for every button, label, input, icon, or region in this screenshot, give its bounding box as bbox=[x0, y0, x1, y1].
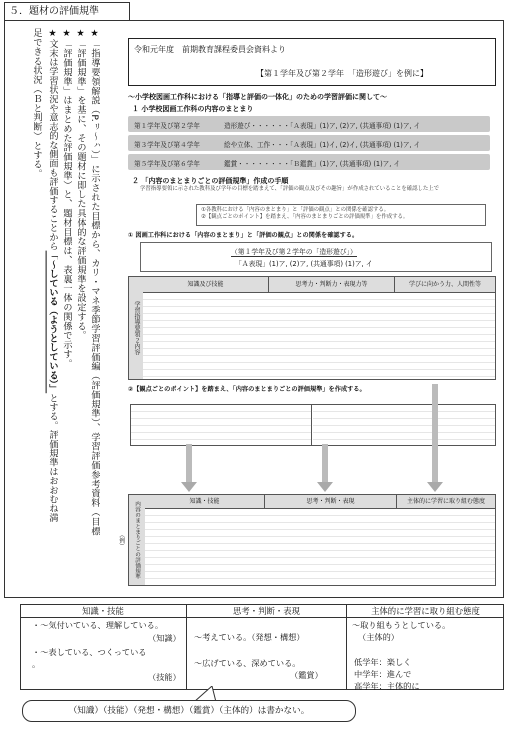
criteria-cell bbox=[265, 509, 398, 585]
grade-mid: 中学年：進んで bbox=[354, 669, 412, 679]
thinking-line: ～考えている。（発想・構想） bbox=[194, 632, 305, 642]
content-col-head: 思考力・判断力・表現力等 bbox=[269, 277, 395, 293]
left-note-4-text: ★文末は学習状況や意志的な側面も評価することから bbox=[47, 28, 58, 251]
points-cell bbox=[131, 405, 312, 445]
step-1: ①各教科における「内容のまとまり」と「評価の観点」との関係を確認する。 bbox=[201, 207, 390, 213]
grade-rows bbox=[128, 116, 496, 172]
arrow-shaft bbox=[186, 444, 192, 482]
left-note-4-tail: とする。評価規準はおおむね満 bbox=[47, 393, 58, 523]
attitude-tag: （主体的） bbox=[358, 632, 399, 642]
left-note-2: ★「評価規準」を基に、その題材に即した具体的な評価規準を設定する。 bbox=[75, 28, 86, 340]
grade-row-label: 第５学年及び第６学年 bbox=[134, 160, 200, 168]
table-header-knowledge: 知識・技能 bbox=[20, 604, 186, 618]
arrow-shaft bbox=[432, 384, 438, 482]
points-grid bbox=[130, 404, 496, 446]
example-box bbox=[140, 242, 492, 272]
down-arrow-icon bbox=[317, 482, 333, 492]
doc-header-line1: 令和元年度 前期教育課程委員会資料より bbox=[134, 45, 286, 54]
content-grid bbox=[128, 276, 496, 380]
attitude-line: ～取り組もうとしている。 bbox=[352, 620, 451, 630]
criteria-cell bbox=[397, 509, 495, 585]
left-note-4 bbox=[44, 28, 58, 588]
appreciation-line: ～広げている、深めている。 bbox=[194, 658, 301, 668]
example-sub: 「Ａ表現」(1)ア, (2)ア, (共通事項) (1)ア, イ bbox=[235, 260, 373, 268]
doc-section-3: ① 図画工作科における「内容のまとまり」と「評価の観点」との関係を確認する。 bbox=[128, 232, 359, 239]
grade-row-text: 絵や立体、工作・・・「Ａ表現」(1)イ, (2)イ, (共通事項) (1)ア, イ bbox=[224, 141, 421, 149]
criteria-cell bbox=[145, 509, 266, 585]
step-2: ②【観点ごとのポイント】を踏まえ、「内容のまとまりごとの評価規準」を作成する。 bbox=[201, 214, 409, 220]
criteria-col-head: 思考・判断・表現 bbox=[265, 495, 397, 509]
grade-row-text: 造形遊び・・・・・・「Ａ表現」(1)ア, (2)ア, (共通事項) (1)ア, イ bbox=[224, 122, 421, 130]
left-note-3: ★「評価規準」はまとめた評価規準）と、題材目標は、表裏一体の関係で示す。 bbox=[61, 28, 72, 369]
down-arrow-icon bbox=[427, 482, 443, 492]
down-arrow-icon bbox=[181, 482, 197, 492]
grade-row-label: 第１学年及び第２学年 bbox=[134, 122, 200, 130]
skill-line-end: 。 bbox=[32, 659, 41, 669]
doc-subtitle: ～小学校図画工作科における「指導と評価の一体化」のための学習評価に関して～ bbox=[128, 93, 387, 101]
table-header-thinking: 思考・判断・表現 bbox=[187, 604, 346, 618]
left-note-1: ★「指導要領解説（P.ㇼ～ㇵ）」に示された目標から、カリ・マネ季節学習評価編（評価規準）、学習評価参考資料（目標 bbox=[89, 28, 100, 536]
example-title: （第１学年及び第２学年の「造形遊び」） bbox=[231, 248, 357, 256]
doc-section-2-note: 学習指導要領に示された教科及び学年の目標を踏まえて、「評価の観点及びその趣旨」が作成されていることを確認した上で bbox=[140, 186, 440, 192]
content-grid-side: 学習指導要領２内容 bbox=[129, 277, 144, 379]
points-cell bbox=[313, 405, 495, 445]
grade-row-label: 第３学年及び第４学年 bbox=[134, 141, 200, 149]
appreciation-tag: （鑑賞） bbox=[290, 670, 323, 680]
grade-row-text: 鑑賞・・・・・・・・「Ｂ鑑賞」(1)ア, (共通事項) (1)ア, イ bbox=[224, 160, 401, 168]
knowledge-tag: （知識） bbox=[148, 633, 181, 643]
table-header-attitude: 主体的に学習に取り組む態度 bbox=[347, 604, 504, 618]
skill-line: ・～表している、つくっている bbox=[32, 647, 147, 657]
content-col-head: 学びに向かう力、人間性等 bbox=[395, 277, 495, 293]
criteria-col-head: 主体的に学習に取り組む態度 bbox=[397, 495, 495, 509]
steps-box bbox=[196, 204, 486, 226]
criteria-side: 内容のまとまりごとの評価規準（例） bbox=[129, 495, 146, 585]
content-cell bbox=[269, 293, 396, 379]
speech-note: （知識）（技能）（発想・構想）（鑑賞）（主体的）は書かない。 bbox=[22, 700, 356, 722]
section-title: ５．題材の評価規準 bbox=[4, 2, 130, 20]
arrow-shaft bbox=[322, 444, 328, 482]
criteria-col-head: 知識・技能 bbox=[145, 495, 265, 509]
doc-section-4: ②【観点ごとのポイント】を踏まえ、「内容のまとまりごとの評価規準」を作成する。 bbox=[128, 386, 366, 393]
content-cell bbox=[143, 293, 270, 379]
left-note-5: 足できる状況（Ｂと判断）とする。 bbox=[31, 28, 42, 179]
grade-high: 高学年：主体的に bbox=[354, 681, 420, 691]
content-cell bbox=[395, 293, 495, 379]
doc-header-line2: 【第１学年及び第２学年 「造形遊び」を例に】 bbox=[256, 69, 428, 78]
criteria-grid bbox=[118, 494, 496, 586]
doc-section-1: １ 小学校図画工作科の内容のまとまり bbox=[132, 105, 254, 113]
doc-section-2: ２ 「内容のまとまりごとの評価規準」作成の手順 bbox=[132, 177, 289, 185]
grade-low: 低学年：楽しく bbox=[354, 657, 412, 667]
skill-tag: （技能） bbox=[148, 672, 181, 682]
left-note-4-emphasis: 「～している（ようとしている）」 bbox=[47, 250, 58, 394]
knowledge-line: ・～気付いている、理解している。 bbox=[32, 620, 164, 630]
content-col-head: 知識及び技能 bbox=[143, 277, 269, 293]
